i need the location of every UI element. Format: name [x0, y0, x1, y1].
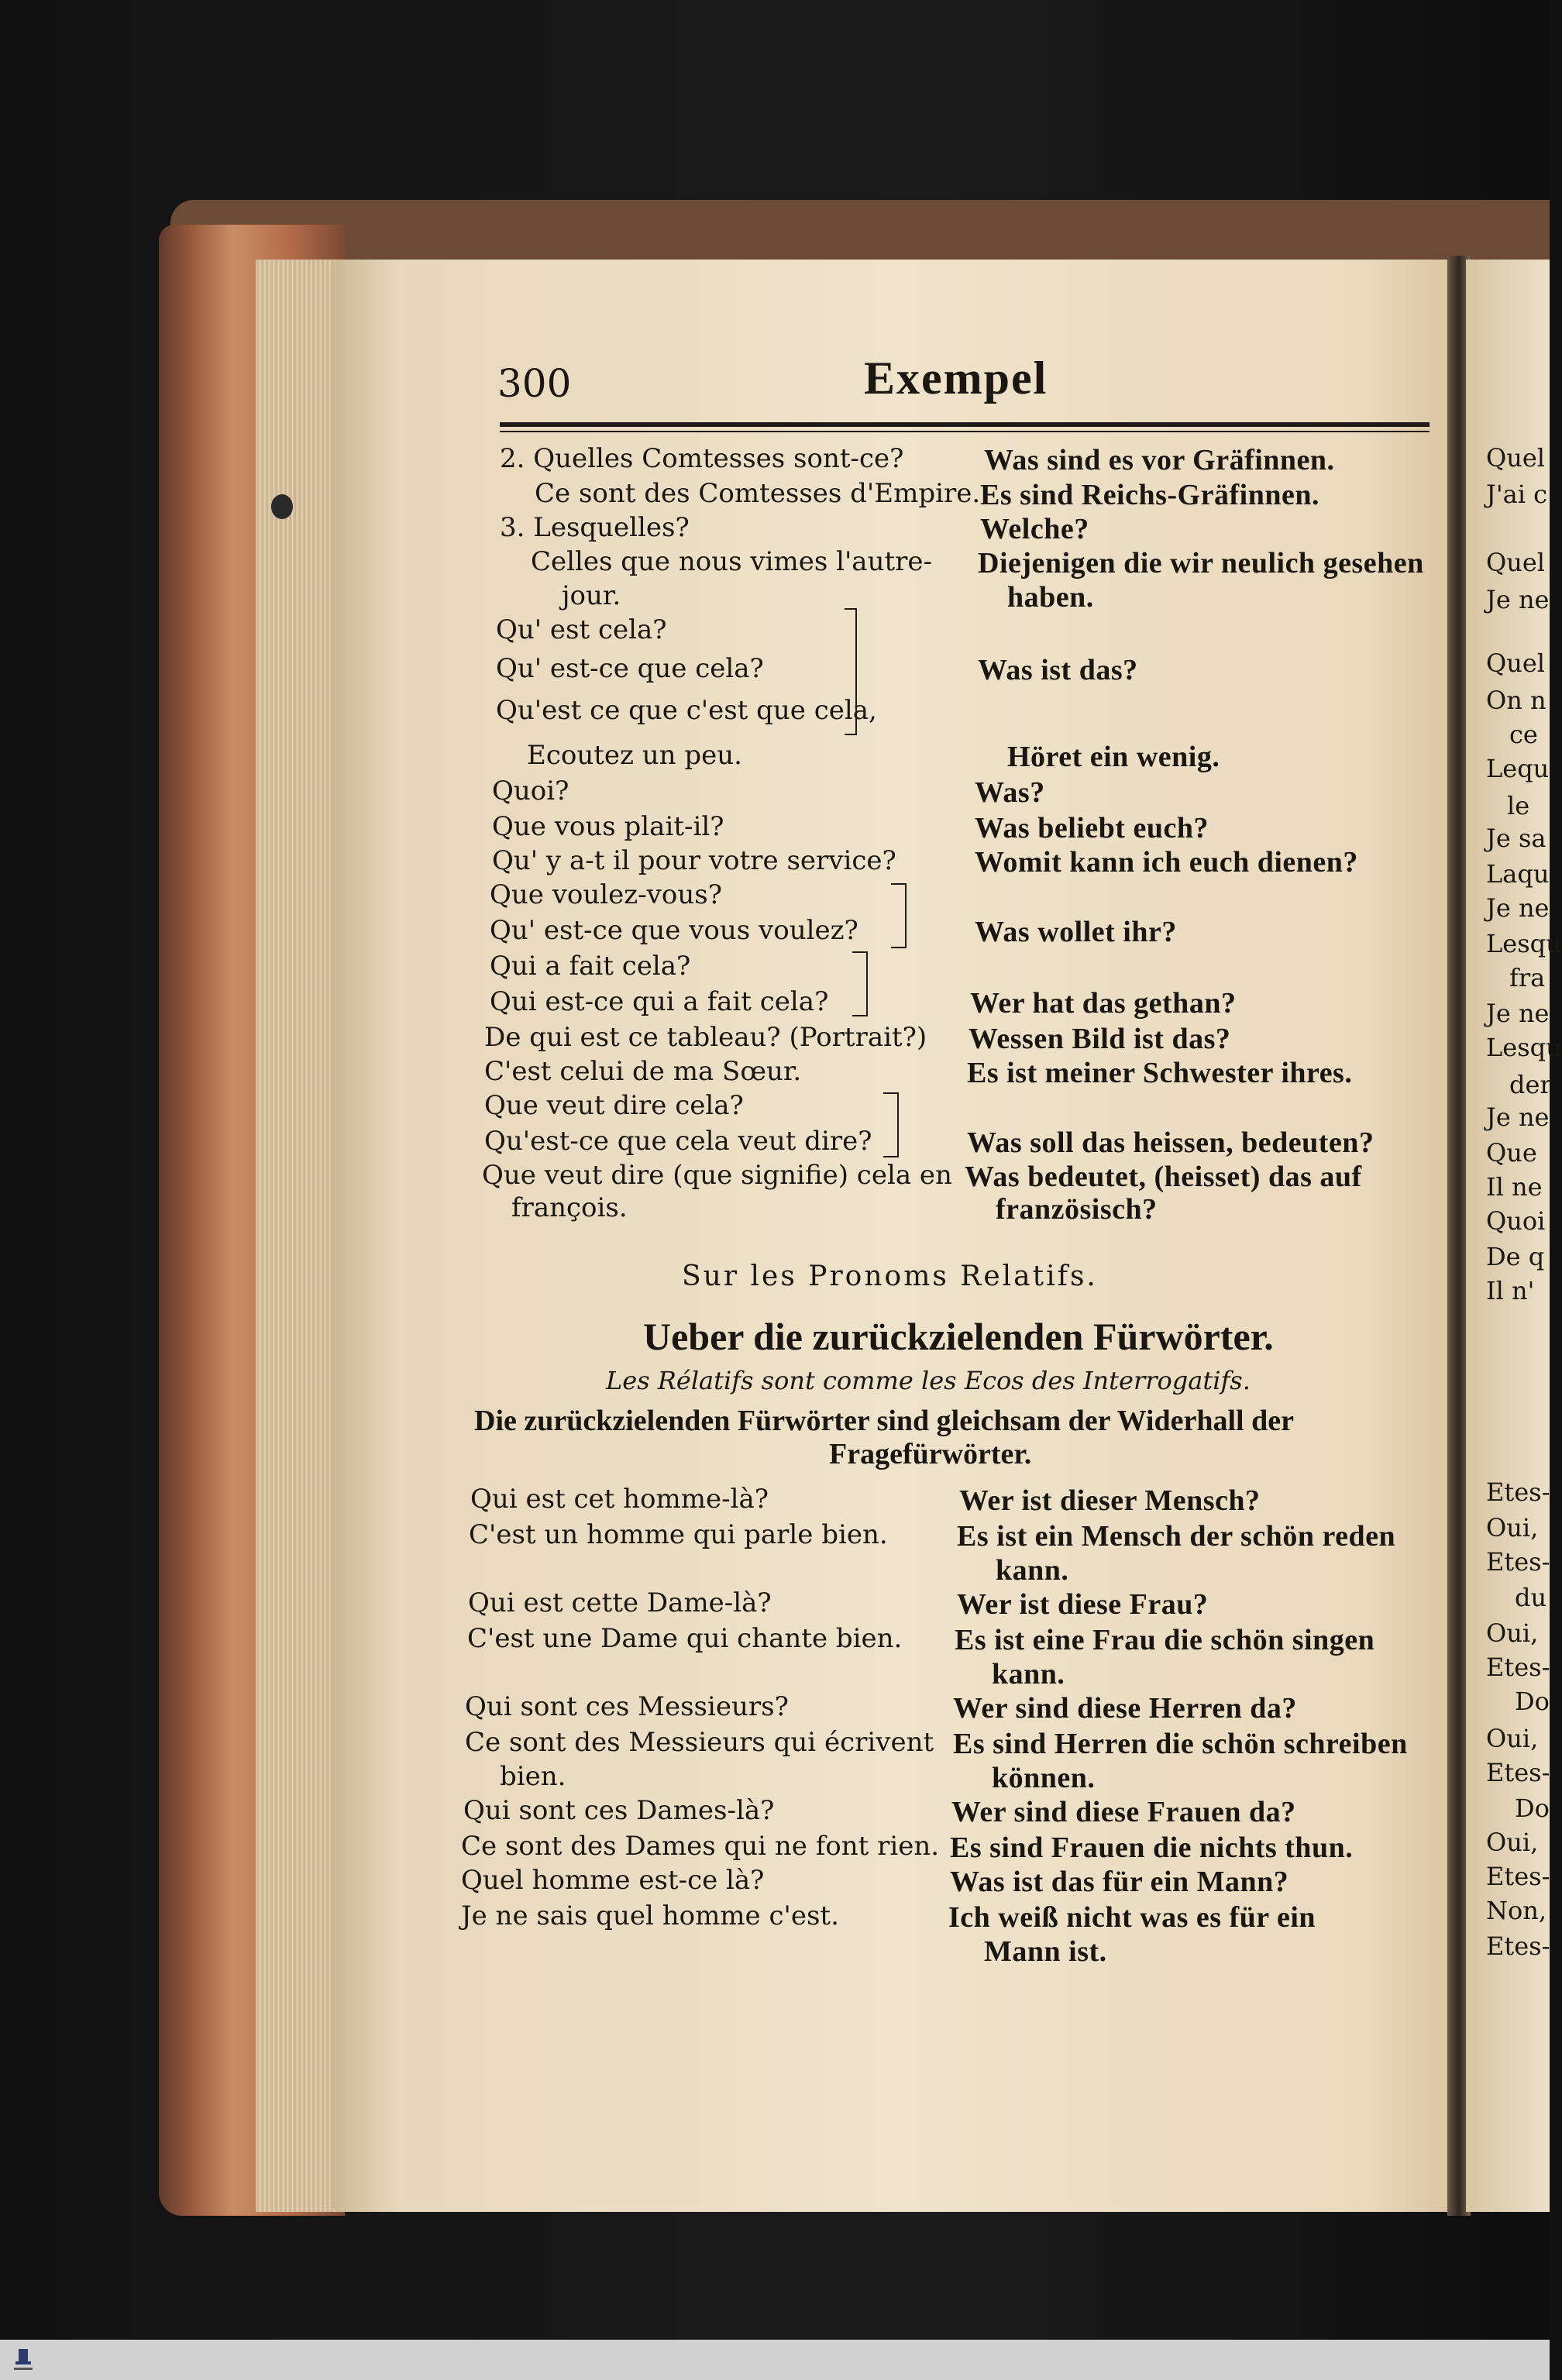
french-example: Qui sont ces Messieurs? [465, 1691, 789, 1722]
french-line: jour. [562, 580, 621, 611]
german-example: Es ist eine Frau die schön singen [955, 1624, 1375, 1656]
german-line: Womit kann ich euch dienen? [975, 846, 1358, 879]
french-line: Celles que nous vimes l'autre- [531, 546, 932, 577]
french-example: Ce sont des Dames qui ne font rien. [461, 1831, 940, 1862]
french-example: Qui sont ces Dames-là? [463, 1795, 775, 1826]
german-line: Was sind es vor Gräfinnen. [984, 444, 1335, 476]
german-line: französisch? [996, 1193, 1158, 1226]
next-page-fragment: Etes- [1486, 1931, 1550, 1961]
next-page-fragment: Quel [1486, 443, 1546, 473]
page-stack [256, 260, 341, 2212]
french-line: Qu' y a-t il pour votre service? [492, 845, 896, 876]
next-page-fragment: Que [1486, 1138, 1537, 1168]
french-line: Qu' est-ce que cela? [496, 653, 764, 684]
french-line: françois. [511, 1192, 628, 1223]
next-page-fragment: Je ne [1486, 893, 1550, 923]
german-line: Was? [975, 776, 1045, 809]
german-line: Welche? [980, 513, 1089, 545]
french-line: Que vous plait-il? [492, 811, 724, 842]
header-rule [500, 422, 1430, 427]
next-page-fragment: le [1507, 791, 1530, 820]
next-page-fragment: Il n' [1486, 1276, 1535, 1305]
next-page-fragment: Do [1515, 1687, 1550, 1716]
binding-hole [271, 494, 293, 519]
next-page-fragment: Etes- [1486, 1477, 1550, 1507]
german-line: Diejenigen die wir neulich gesehen [978, 547, 1424, 580]
german-example: Es sind Frauen die nichts thun. [950, 1831, 1354, 1864]
french-line: Quoi? [492, 776, 569, 807]
french-example: C'est un homme qui parle bien. [469, 1519, 888, 1550]
next-page-fragment: Lesqu [1486, 1033, 1562, 1062]
german-line: Es sind Reichs-Gräfinnen. [980, 479, 1319, 511]
next-page-fragment: Je ne [1486, 999, 1550, 1028]
german-example: Wer sind diese Frauen da? [951, 1796, 1296, 1828]
next-page-fragment: Quoi [1486, 1206, 1546, 1236]
library-logo-icon [8, 2344, 39, 2375]
section-heading-french: Sur les Pronoms Relatifs. [682, 1261, 1098, 1292]
next-page-fragment: On n [1486, 686, 1547, 715]
next-page-fragment: Etes- [1486, 1758, 1550, 1787]
next-page-fragment: du [1515, 1583, 1547, 1612]
next-page-fragment: Lequ [1486, 754, 1550, 783]
book-top-edge [170, 200, 1550, 262]
french-line: Qu'est-ce que cela veut dire? [484, 1126, 872, 1157]
next-page-fragment: Je ne [1486, 1102, 1550, 1132]
french-line: C'est celui de ma Sœur. [484, 1056, 802, 1087]
next-page-fragment: Lesqu [1486, 929, 1562, 958]
next-page-fragment: Oui, [1486, 1513, 1539, 1543]
german-example: Wer ist diese Frau? [957, 1588, 1209, 1621]
section-subtitle-german-1: Die zurückzielenden Fürwörter sind gleichsam der Widerhall der [474, 1405, 1294, 1437]
section-subtitle-french: Les Rélatifs sont comme les Ecos des Interrogatifs. [606, 1366, 1251, 1395]
section-subtitle-german-2: Fragefürwörter. [829, 1438, 1032, 1470]
brace [891, 883, 907, 948]
next-page-fragment: Etes- [1486, 1653, 1550, 1682]
german-line: Höret ein wenig. [1007, 741, 1220, 773]
german-example: Wer sind diese Herren da? [953, 1692, 1297, 1725]
french-line: Qui est-ce qui a fait cela? [490, 986, 829, 1017]
next-page-fragment: Non, [1486, 1896, 1547, 1925]
next-page-fragment: Je ne [1486, 585, 1550, 614]
next-page-fragment: fra [1509, 963, 1546, 992]
next-page-fragment: Etes- [1486, 1547, 1550, 1577]
viewer-bottom-bar [0, 2340, 1550, 2380]
next-page-fragment: Il ne [1486, 1172, 1543, 1202]
french-line: Qu' est-ce que vous voulez? [490, 915, 858, 946]
french-line: Ce sont des Comtesses d'Empire. [535, 478, 981, 509]
german-line: Wer hat das gethan? [970, 987, 1237, 1020]
french-line: De qui est ce tableau? (Portrait?) [484, 1022, 927, 1053]
french-example: Quel homme est-ce là? [461, 1865, 765, 1896]
next-page-fragment: ce [1509, 720, 1538, 749]
french-line: Que veut dire cela? [484, 1090, 744, 1121]
german-example: kann. [996, 1554, 1069, 1587]
page-title: Exempel [864, 353, 1048, 404]
german-example: kann. [992, 1658, 1065, 1690]
french-example: Qui est cette Dame-là? [468, 1587, 772, 1618]
german-example: können. [992, 1762, 1096, 1794]
header-rule-thin [500, 431, 1430, 432]
german-example: Ich weiß nicht was es für ein [948, 1901, 1316, 1934]
next-page-fragment: Laqu [1486, 859, 1550, 889]
german-line: Was beliebt euch? [975, 812, 1209, 844]
french-line: 2. Quelles Comtesses sont-ce? [500, 443, 904, 474]
page-number: 300 [497, 361, 572, 406]
french-example: Qui est cet homme-là? [470, 1484, 769, 1515]
german-example: Wer ist dieser Mensch? [959, 1484, 1261, 1517]
german-example: Es sind Herren die schön schreiben [953, 1728, 1408, 1760]
section-heading-german: Ueber die zurückzielenden Fürwörter. [643, 1315, 1274, 1358]
german-example: Was ist das für ein Mann? [950, 1866, 1289, 1898]
next-page-fragment: De q [1486, 1242, 1545, 1271]
french-line: Qu' est cela? [496, 614, 667, 645]
french-line: Que veut dire (que signifie) cela en [482, 1160, 952, 1191]
french-line: Qu'est ce que c'est que cela, [496, 695, 877, 726]
german-line: haben. [1007, 581, 1094, 614]
german-line: Was bedeutet, (heisset) das auf [965, 1161, 1362, 1193]
brace [845, 608, 857, 735]
german-line: Was wollet ihr? [975, 916, 1177, 948]
brace [852, 951, 868, 1016]
brace [883, 1092, 899, 1157]
next-page-fragment: Oui, [1486, 1618, 1539, 1648]
next-page-fragment: Do [1515, 1794, 1550, 1823]
german-line: Was soll das heissen, bedeuten? [967, 1126, 1374, 1159]
german-line: Was ist das? [978, 654, 1138, 686]
german-example: Es ist ein Mensch der schön reden [957, 1520, 1396, 1553]
french-example: Je ne sais quel homme c'est. [461, 1900, 839, 1931]
next-page-fragment: Quel [1486, 548, 1546, 577]
french-example: bien. [500, 1761, 566, 1792]
german-example: Mann ist. [984, 1935, 1107, 1968]
french-line: Qui a fait cela? [490, 951, 691, 982]
next-page-fragment: Etes- [1486, 1862, 1550, 1891]
french-line: Que voulez-vous? [490, 879, 722, 910]
french-example: Ce sont des Messieurs qui écrivent [465, 1727, 934, 1758]
french-line: Ecoutez un peu. [527, 740, 742, 771]
french-line: 3. Lesquelles? [500, 512, 690, 543]
next-page-fragment: Oui, [1486, 1828, 1539, 1857]
german-line: Es ist meiner Schwester ihres. [967, 1057, 1353, 1089]
next-page-fragment: Oui, [1486, 1724, 1539, 1753]
next-page-fragment: J'ai c [1486, 480, 1548, 509]
next-page-fragment: Je sa [1486, 824, 1547, 853]
next-page-fragment: Quel [1486, 648, 1546, 678]
french-example: C'est une Dame qui chante bien. [467, 1623, 903, 1654]
next-page-fragment: der [1509, 1070, 1552, 1099]
german-line: Wessen Bild ist das? [969, 1023, 1231, 1055]
